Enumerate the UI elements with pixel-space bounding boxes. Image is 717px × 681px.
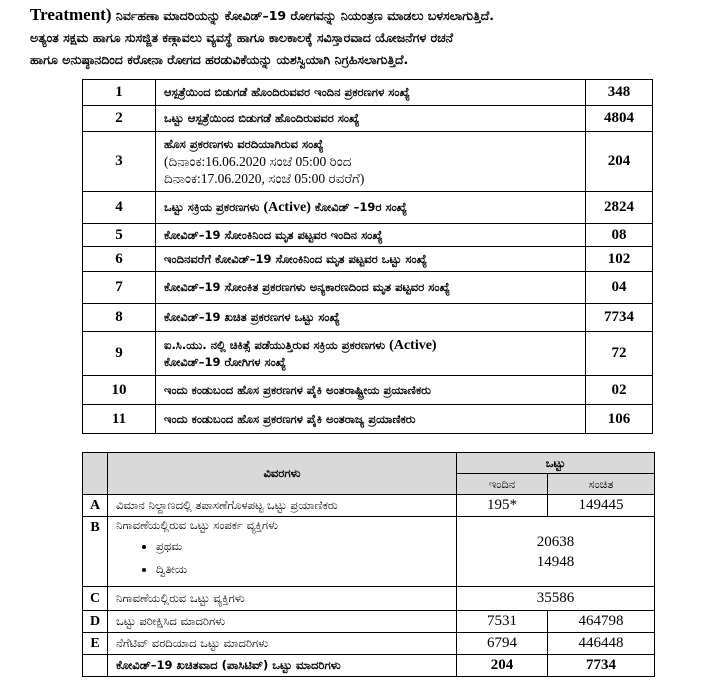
testing-details-table (82, 452, 655, 677)
header-cumulative: ಸಂಚಿತ (548, 474, 655, 495)
row-value: 102 (586, 247, 653, 272)
desc-part-a: ಐ.ಸಿ.ಯು. ನಲ್ಲಿ ಚಿಕಿತ್ಸೆ ಪಡೆಯುತ್ತಿರುವ ಸಕ್ರಿಯ ಪ್ರಕರಣಗಳು (164, 337, 390, 352)
table-row (83, 132, 653, 192)
row-label: D (83, 611, 108, 633)
row-number: 8 (83, 304, 156, 332)
header-details: ವಿವರಗಳು (108, 453, 457, 495)
table-row (83, 495, 655, 517)
intro-line-1-kn: ನಿರ್ವಹಣಾ ಮಾದರಿಯನ್ನು ಕೋವಿಡ್–19 ರೋಗವನ್ನು ನಿಯಂತ್ರಣ ಮಾಡಲು ಬಳಸಲಾಗುತ್ತಿದೆ. (111, 8, 494, 23)
header-today: ಇಂದಿನ (457, 474, 548, 495)
row-description: ನಿಗಾವಣೆಯಲ್ಲಿರುವ ಒಟ್ಟು ವ್ಯಕ್ತಿಗಳು (108, 587, 457, 611)
row-today: 195* (457, 495, 548, 517)
row-description: ವಿಮಾನ ನಿಲ್ದಾಣದಲ್ಲಿ ತಪಾಸಣೆಗೊಳಪಟ್ಟ ಒಟ್ಟು ಪ್ರಯಾಣಿಕರು (108, 495, 457, 517)
table-row (83, 247, 653, 272)
table-row (83, 633, 655, 655)
row-today: 6794 (457, 633, 548, 655)
value-primary: 20638 (536, 533, 575, 550)
row-today: 204 (457, 655, 548, 677)
desc-part-b: ಕೋವಿಡ್–19 ರೋಗಿಗಳ ಸಂಖ್ಯೆ (164, 354, 287, 369)
row-cumulative: 464798 (548, 611, 655, 633)
row-number: 9 (83, 332, 156, 376)
date-range-start: (ದಿನಾಂಕ:16.06.2020 ಸಂಜೆ 05:00 ರಿಂದ (164, 154, 352, 169)
intro-line-1-en: Treatment) (30, 5, 112, 24)
list-item: • ದ್ವಿತೀಯ (156, 562, 448, 577)
row-number: 1 (83, 80, 156, 106)
table-row (83, 192, 653, 224)
covid-summary-table (82, 79, 653, 434)
row-value: 08 (586, 224, 653, 247)
desc-part-b: ಕೋವಿಡ್ –19ರ ಸಂಖ್ಯೆ (310, 200, 408, 214)
row-number: 4 (83, 192, 156, 224)
row-description: ಇಂದಿನವರೆಗೆ ಕೋವಿಡ್–19 ಸೋಂಕಿನಿಂದ ಮೃತ ಪಟ್ಟವರ ಒಟ್ಟು ಸಂಖ್ಯೆ (156, 247, 586, 272)
intro-line-2: ಅತ್ಯಂತ ಸಕ್ಷಮ ಹಾಗೂ ಸುಸಜ್ಜಿತ ಕಣ್ಗಾವಲು ವ್ಯವಸ್ಥೆ ಹಾಗೂ ಕಾಲಕಾಲಕ್ಕೆ ಸವಿಸ್ತಾರವಾದ ಯೋಜನೆಗಳ ರಚನೆ (30, 30, 454, 45)
row-label: A (83, 495, 108, 517)
date-range-end: ದಿನಾಂಕ:17.06.2020, ಸಂಜೆ 05:00 ರವರೆಗೆ) (164, 171, 365, 186)
table-row (83, 405, 653, 434)
row-cumulative: 446448 (548, 633, 655, 655)
row-value: 02 (586, 376, 653, 405)
desc-part-a: ಒಟ್ಟು ಸಕ್ರಿಯ ಪ್ರಕರಣಗಳು (164, 200, 264, 214)
table-row (83, 272, 653, 304)
desc-part-en: (Active) (263, 200, 311, 215)
row-description-main: ನಿಗಾವಣೆಯಲ್ಲಿರುವ ಒಟ್ಟು ಸಂಪರ್ಕ ವ್ಯಕ್ತಿಗಳು (116, 518, 279, 532)
row-number: 2 (83, 106, 156, 132)
table-row (83, 517, 655, 587)
row-number: 6 (83, 247, 156, 272)
row-description: ಕೋವಿಡ್–19 ಸೋಂಕಿತ ಪ್ರಕರಣಗಳು ಅನ್ಯಕಾರಣದಿಂದ ಮೃತ ಪಟ್ಟವರ ಸಂಖ್ಯೆ (156, 272, 586, 304)
row-value: 4804 (586, 106, 653, 132)
row-description: ಕೋವಿಡ್–19 ಸೋಂಕಿನಿಂದ ಮೃತ ಪಟ್ಟವರ ಇಂದಿನ ಸಂಖ್ಯೆ (156, 224, 586, 247)
row-number: 10 (83, 376, 156, 405)
row-description (156, 332, 586, 376)
row-description (156, 132, 586, 192)
row-number: 5 (83, 224, 156, 247)
table-row (83, 332, 653, 376)
row-description: ಕೋವಿಡ್–19 ಖಚಿತವಾದ (ಪಾಸಿಟಿವ್) ಒಟ್ಟು ಮಾದರಿಗಳು (108, 655, 457, 677)
row-number: 3 (83, 132, 156, 192)
table-row (83, 587, 655, 611)
list-item: • ಪ್ರಥಮ (156, 539, 448, 554)
row-label: E (83, 633, 108, 655)
row-cumulative: 149445 (548, 495, 655, 517)
row-description: ಆಸ್ಪತ್ರೆಯಿಂದ ಬಿಡುಗಡೆ ಹೊಂದಿರುವವರ ಇಂದಿನ ಪ್ರಕರಣಗಳ ಸಂಖ್ಯೆ (156, 80, 586, 106)
row-description-main: ಹೊಸ ಪ್ರಕರಣಗಳು ವರದಿಯಾಗಿರುವ ಸಂಖ್ಯೆ (164, 137, 324, 151)
table-row (83, 224, 653, 247)
row-value: 204 (586, 132, 653, 192)
table-row (83, 106, 653, 132)
row-description (156, 192, 586, 224)
row-description: ಇಂದು ಕಂಡುಬಂದ ಹೊಸ ಪ್ರಕರಣಗಳ ಪೈಕಿ ಅಂತರಾಷ್ಟ್ರೀಯ ಪ್ರಯಾಣಿಕರು (156, 376, 586, 405)
row-label (83, 655, 108, 677)
row-label: C (83, 587, 108, 611)
contact-list (146, 539, 448, 577)
table-row (83, 611, 655, 633)
row-label: B (83, 517, 108, 587)
row-value: 72 (586, 332, 653, 376)
header-total: ಒಟ್ಟು (457, 453, 655, 474)
row-value: 348 (586, 80, 653, 106)
row-number: 11 (83, 405, 156, 434)
row-description (108, 517, 457, 587)
table-row (83, 376, 653, 405)
table-header-row (83, 453, 655, 474)
intro-line-3: ಹಾಗೂ ಅನುಷ್ಠಾನದಿಂದ ಕರೋನಾ ರೋಗದ ಹರಡುವಿಕೆಯನ್ನು ಯಶಸ್ವಿಯಾಗಿ ನಿಗ್ರಹಿಸಲಾಗುತ್ತಿದೆ. (30, 52, 409, 67)
row-description: ಕೋವಿಡ್–19 ಖಚಿತ ಪ್ರಕರಣಗಳ ಒಟ್ಟು ಸಂಖ್ಯೆ (156, 304, 586, 332)
row-description: ಒಟ್ಟು ಪರೀಕ್ಷಿಸಿದ ಮಾದರಿಗಳು (108, 611, 457, 633)
row-description: ನೆಗೆಟಿವ್ ವರದಿಯಾದ ಒಟ್ಟು ಮಾದರಿಗಳು (108, 633, 457, 655)
table-row (83, 655, 655, 677)
row-description: ಇಂದು ಕಂಡುಬಂದ ಹೊಸ ಪ್ರಕರಣಗಳ ಪೈಕಿ ಅಂತರಾಜ್ಯ ಪ್ರಯಾಣಿಕರು (156, 405, 586, 434)
intro-line-1 (30, 4, 710, 27)
row-description: ಒಟ್ಟು ಆಸ್ಪತ್ರೆಯಿಂದ ಬಿಡುಗಡೆ ಹೊಂದಿರುವವರ ಸಂಖ್ಯೆ (156, 106, 586, 132)
row-number: 7 (83, 272, 156, 304)
desc-part-en: (Active) (389, 337, 437, 353)
row-value: 04 (586, 272, 653, 304)
row-cumulative: 7734 (548, 655, 655, 677)
table-row (83, 304, 653, 332)
table-row (83, 80, 653, 106)
row-values (457, 517, 655, 587)
intro-paragraph (30, 4, 710, 71)
row-value: 2824 (586, 192, 653, 224)
row-value: 35586 (457, 587, 655, 611)
header-blank (83, 453, 108, 495)
row-value: 7734 (586, 304, 653, 332)
value-secondary: 14948 (536, 553, 575, 570)
row-value: 106 (586, 405, 653, 434)
row-today: 7531 (457, 611, 548, 633)
